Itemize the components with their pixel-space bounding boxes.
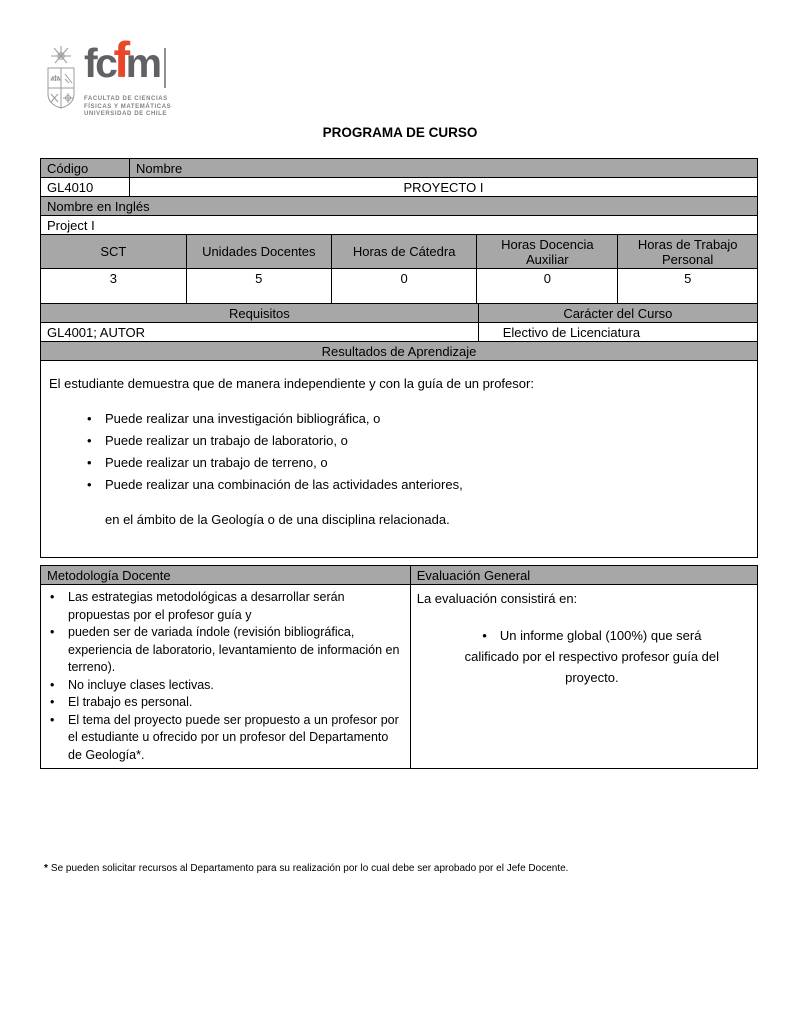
methodology-body-row bbox=[41, 584, 757, 768]
list-item: • Puede realizar un trabajo de terreno, o bbox=[85, 453, 749, 473]
english-name-header-cell: Nombre en Inglés bbox=[41, 197, 757, 215]
metodologia-content bbox=[41, 585, 410, 768]
list-item: • pueden ser de variada índole (revisión bibliográfica, experiencia de laboratorio, levantamiento de información en terreno). bbox=[47, 624, 404, 677]
hours-header-row bbox=[41, 234, 757, 268]
evaluacion-content bbox=[410, 585, 757, 768]
nombre-header-cell: Nombre bbox=[129, 159, 757, 177]
resultados-body-row bbox=[41, 360, 757, 557]
list-item: • Puede realizar un trabajo de laboratorio, o bbox=[85, 431, 749, 451]
sct-value-cell: 3 bbox=[109, 271, 117, 286]
list-item: • Puede realizar una combinación de las actividades anteriores, bbox=[85, 475, 749, 495]
table-row bbox=[41, 341, 757, 360]
unidades-docentes-value-cell: 5 bbox=[186, 269, 331, 303]
hours-values-row bbox=[41, 268, 757, 303]
table-row bbox=[41, 303, 757, 322]
table-row bbox=[41, 196, 757, 215]
table-row bbox=[41, 159, 757, 177]
logo-divider-bar bbox=[164, 48, 166, 88]
page-title: PROGRAMA DE CURSO bbox=[322, 125, 478, 140]
codigo-value-cell: GL4010 bbox=[47, 179, 94, 195]
horas-catedra-value-cell: 0 bbox=[331, 269, 476, 303]
wordmark-accent-f: f bbox=[113, 32, 128, 88]
resultados-header-cell: Resultados de Aprendizaje bbox=[41, 342, 757, 360]
list-item: • El trabajo es personal. bbox=[47, 694, 404, 712]
footnote-text: Se pueden solicitar recursos al Departamento para su realización por lo cual debe ser aprobado por el Jefe Docente. bbox=[50, 863, 569, 874]
footnote bbox=[44, 862, 568, 875]
caption-line-2: FÍSICAS Y MATEMÁTICAS bbox=[84, 103, 172, 110]
caption-line-3: UNIVERSIDAD DE CHILE bbox=[84, 111, 168, 117]
list-item: • El tema del proyecto puede ser propuesto a un profesor por el estudiante u ofrecido por un profesor del Departamento de Geología*. bbox=[47, 712, 404, 765]
evaluacion-header-cell: Evaluación General bbox=[410, 566, 757, 584]
table-row bbox=[41, 566, 757, 584]
list-item: • Un informe global (100%) que será calificado por el respectivo profesor guía del proyecto. bbox=[459, 625, 725, 688]
caracter-header-cell: Carácter del Curso bbox=[478, 304, 757, 322]
resultados-content bbox=[41, 361, 757, 557]
wordmark-fc: fc bbox=[84, 40, 116, 86]
methodology-evaluation-table bbox=[40, 565, 758, 769]
english-name-value-cell: Project I bbox=[47, 217, 95, 233]
fcfm-logo bbox=[44, 32, 172, 119]
nombre-value-cell: PROYECTO I bbox=[129, 178, 757, 196]
codigo-header-cell: Código bbox=[41, 159, 129, 177]
requisitos-value-cell: GL4001; AUTOR bbox=[47, 324, 146, 340]
metodologia-bullet-list bbox=[47, 589, 404, 764]
fcfm-wordmark bbox=[84, 32, 171, 94]
caracter-value-cell: Electivo de Licenciatura bbox=[478, 323, 757, 341]
horas-trabajo-personal-header-cell: Horas de Trabajo Personal bbox=[617, 235, 757, 268]
horas-trabajo-personal-value-cell: 5 bbox=[617, 269, 757, 303]
footnote-asterisk: * bbox=[44, 863, 48, 874]
list-item: • Las estrategias metodológicas a desarrollar serán propuestas por el profesor guía y bbox=[47, 589, 404, 624]
metodologia-header-cell: Metodología Docente bbox=[41, 566, 410, 584]
requisitos-header-cell: Requisitos bbox=[41, 304, 478, 322]
wordmark-m: m bbox=[125, 40, 160, 86]
horas-docencia-auxiliar-header-cell: Horas Docencia Auxiliar bbox=[476, 235, 617, 268]
list-item: • No incluye clases lectivas. bbox=[47, 677, 404, 695]
fcfm-logotype bbox=[84, 32, 172, 119]
evaluacion-bullet-list bbox=[417, 625, 751, 688]
resultados-bullet-list bbox=[85, 409, 749, 495]
table-row bbox=[41, 177, 757, 196]
table-row bbox=[41, 322, 757, 341]
course-info-table bbox=[40, 158, 758, 558]
horas-docencia-auxiliar-value-cell: 0 bbox=[476, 269, 617, 303]
list-item: • Puede realizar una investigación bibliográfica, o bbox=[85, 409, 749, 429]
sct-header-cell: SCT bbox=[41, 235, 186, 268]
table-row bbox=[41, 215, 757, 234]
horas-catedra-header-cell: Horas de Cátedra bbox=[331, 235, 476, 268]
resultados-closing-line: en el ámbito de la Geología o de una disciplina relacionada. bbox=[105, 512, 450, 527]
university-of-chile-shield-icon bbox=[44, 46, 78, 114]
evaluacion-intro: La evaluación consistirá en: bbox=[416, 591, 578, 606]
unidades-docentes-header-cell: Unidades Docentes bbox=[186, 235, 331, 268]
logo-caption bbox=[84, 96, 171, 119]
caption-line-1: FACULTAD DE CIENCIAS bbox=[84, 96, 168, 102]
resultados-intro: El estudiante demuestra que de manera independiente y con la guía de un profesor: bbox=[49, 376, 534, 391]
